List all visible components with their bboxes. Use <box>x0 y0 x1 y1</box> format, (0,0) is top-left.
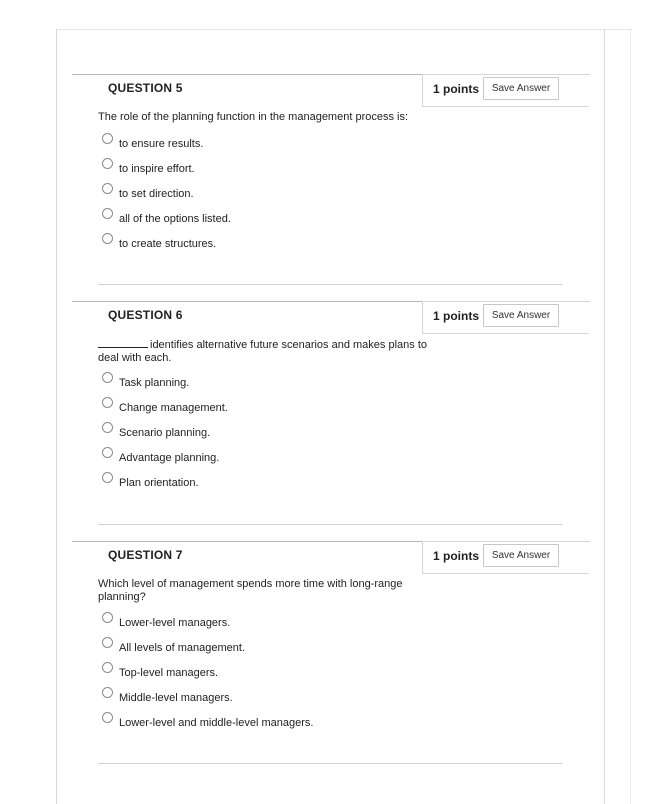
question-text-line-1: Which level of management spends more time with long-range <box>98 578 403 590</box>
answer-option-label[interactable]: All levels of management. <box>119 642 245 654</box>
question-points: 1 points <box>433 549 480 563</box>
content-frame-left-border <box>56 29 57 804</box>
radio-button-icon[interactable] <box>102 472 113 483</box>
answer-option-label[interactable]: to inspire effort. <box>119 163 195 175</box>
question-header-divider <box>72 74 422 75</box>
answer-option-label[interactable]: to ensure results. <box>119 138 204 150</box>
radio-button-icon[interactable] <box>102 233 113 244</box>
scrollbar-track[interactable] <box>630 29 631 804</box>
radio-button-icon[interactable] <box>102 662 113 673</box>
answer-option-label[interactable]: Top-level managers. <box>119 667 219 679</box>
question-footer-divider <box>98 524 562 525</box>
save-answer-button[interactable]: Save Answer <box>483 304 559 327</box>
question-text <box>98 338 428 365</box>
question-header-divider <box>72 301 422 302</box>
answer-option-label[interactable]: Plan orientation. <box>119 477 199 489</box>
points-box <box>422 301 589 334</box>
radio-button-icon[interactable] <box>102 637 113 648</box>
answer-option-label[interactable]: to set direction. <box>119 188 194 200</box>
points-box <box>422 74 589 107</box>
radio-button-icon[interactable] <box>102 208 113 219</box>
radio-button-icon[interactable] <box>102 133 113 144</box>
radio-button-icon[interactable] <box>102 687 113 698</box>
radio-button-icon[interactable] <box>102 447 113 458</box>
radio-button-icon[interactable] <box>102 712 113 723</box>
answer-option-label[interactable]: all of the options listed. <box>119 213 231 225</box>
radio-button-icon[interactable] <box>102 612 113 623</box>
question-points: 1 points <box>433 82 480 96</box>
answer-option-label[interactable]: Change management. <box>119 402 228 414</box>
question-7-block <box>72 541 590 781</box>
question-title: QUESTION 7 <box>108 548 183 562</box>
answer-option-label[interactable]: to create structures. <box>119 238 217 250</box>
radio-button-icon[interactable] <box>102 183 113 194</box>
radio-button-icon[interactable] <box>102 397 113 408</box>
question-text-line-2: planning? <box>98 591 146 603</box>
question-5-block <box>72 74 590 314</box>
question-text <box>98 578 428 604</box>
fill-in-blank-line <box>98 338 148 348</box>
question-footer-divider <box>98 284 562 285</box>
question-title: QUESTION 6 <box>108 308 183 322</box>
points-box <box>422 541 589 574</box>
radio-button-icon[interactable] <box>102 158 113 169</box>
answer-option-label[interactable]: Lower-level and middle-level managers. <box>119 717 314 729</box>
question-footer-divider <box>98 763 562 764</box>
content-frame-right-border <box>604 29 605 804</box>
answer-option-label[interactable]: Middle-level managers. <box>119 692 233 704</box>
content-frame-top-border <box>56 29 632 30</box>
question-points: 1 points <box>433 309 480 323</box>
radio-button-icon[interactable] <box>102 372 113 383</box>
question-text: The role of the planning function in the management process is: <box>98 111 409 123</box>
question-text-line-2: deal with each. <box>98 352 172 364</box>
save-answer-button[interactable]: Save Answer <box>483 544 559 567</box>
question-title: QUESTION 5 <box>108 81 183 95</box>
answer-option-label[interactable]: Advantage planning. <box>119 452 220 464</box>
question-text-line-1: identifies alternative future scenarios and makes plans to <box>150 339 427 351</box>
answer-option-label[interactable]: Scenario planning. <box>119 427 211 439</box>
save-answer-button[interactable]: Save Answer <box>483 77 559 100</box>
question-6-block <box>72 301 590 541</box>
question-header-divider <box>72 541 422 542</box>
answer-option-label[interactable]: Lower-level managers. <box>119 617 231 629</box>
answer-option-label[interactable]: Task planning. <box>119 377 190 389</box>
radio-button-icon[interactable] <box>102 422 113 433</box>
